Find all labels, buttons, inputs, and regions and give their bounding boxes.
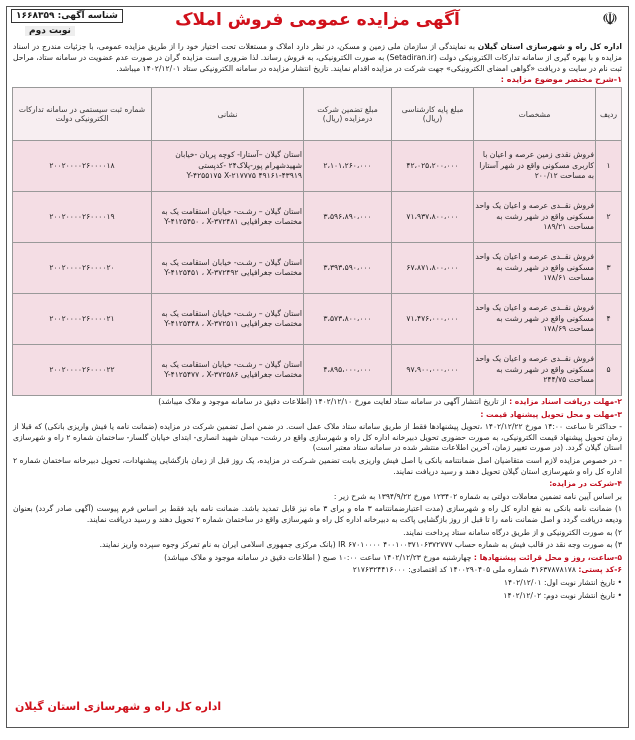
section5-text: چهارشنبه مورخ ۱۴۰۲/۱۲/۲۳ ساعت ۱۰:۰۰ صبح ( اطلاعات دقیق در سامانه موجود و ملاک میباشد) [164, 552, 474, 562]
table-row [13, 192, 622, 243]
section5-title: ۵-ساعت، روز و محل قرائت پیشنهادها : [473, 552, 622, 562]
intro-paragraph [7, 39, 628, 74]
cell-reg: ۲۰۰۲۰۰۰۰۲۶۰۰۰۰۱۸ [13, 141, 152, 192]
ad-id-value: ۱۶۶۸۳۵۹ [16, 11, 55, 21]
ad-id-label: شناسه آگهی: [57, 11, 118, 21]
publish-date-first: • تاریخ انتشار نوبت اول: ۱۴۰۲/۱۲/۰۱ [503, 577, 622, 587]
cell-spec: فروش نقــدی عرصه و اعیان یک واحد مسکونی واقع در شهر رشت به مساحت ۱۷۸/۶۱ [474, 243, 596, 294]
cell-address: استان گیلان –آستارا- کوچه پریان -خیابان شهیدشهرام پور-پلاک۲۴ -کدپستی ۴۳۹۱۹-۴۹۱۶۱ Y-۴۲۵۵۱۷۵ X-۲۱۷۷۷۵ [152, 141, 304, 192]
col-reg: شماره ثبت سیستمی در سامانه تدارکات الکترونیکی دولت [13, 88, 152, 141]
cell-base: ۹۷،۹۰۰،۰۰۰،۰۰۰ [392, 345, 474, 396]
section1-heading: ۱-شرح مختصر موضوع مزایده : [500, 75, 622, 84]
section6-title: ۶-کد پستی: [578, 565, 622, 575]
cell-base: ۷۱،۹۳۷،۸۰۰،۰۰۰ [392, 192, 474, 243]
table-row [13, 141, 622, 192]
section6 [7, 564, 628, 577]
cell-row-number: ۱ [596, 141, 622, 192]
table-row [13, 243, 622, 294]
cell-deposit: ۴،۸۹۵،۰۰۰،۰۰۰ [304, 345, 392, 396]
section4-heading [7, 478, 628, 491]
ad-id-box [11, 9, 123, 23]
section2-text: از تاریخ انتشار آگهی در سامانه ستاد لغایت مورخ ۱۴۰۲/۱۲/۱۰ (اطلاعات دقیق در سامانه موجود و ملاک میباشد) [158, 397, 510, 406]
cell-reg: ۲۰۰۲۰۰۰۰۲۶۰۰۰۰۲۲ [13, 345, 152, 396]
col-base: مبلغ پایه کارشناسی (ریال) [392, 88, 474, 141]
section2 [7, 396, 628, 409]
section3-text-b: - در خصوص مزایده لازم است متقاضیان اصل ضمانتنامه بانکی یا اصل فیش واریزی بابت تضمین شـرکت در مزایده، یک روز قبل از زمان بازگشایی پیشنهادات، تحویل دبیرخانه ساختمان شماره ۲ اداره کل راه و شهرسازی استان گیلان تحویل دهند و رسید دریافت نمایند. [13, 455, 622, 476]
section5 [7, 552, 628, 565]
table-row [13, 345, 622, 396]
cell-address: استان گیلان – رشـت- خیابان استقامت یک به مختصات جغرافیایی Y-۴۱۲۵۴۴۸ ، X-۳۷۲۵۱۱ [152, 294, 304, 345]
cell-deposit: ۳،۵۷۳،۸۰۰،۰۰۰ [304, 294, 392, 345]
section3-title: ۳-مهلت و محل تحویل پیشنهاد قیمت : [480, 409, 622, 419]
cell-deposit: ۳،۳۹۳،۵۹۰،۰۰۰ [304, 243, 392, 294]
section4-text-d: ۳) به صورت وجه نقد در قالب فیش به شماره حساب ۴۰۰۱۰۰۳۷۱۰۶۳۷۲۷۷۷ IR ۶۷۰۱۰۰۰۰ (بانک مرکزی جمهوری اسلامی ایران به نام تمرکز وجوه سپرده واریز نمایند. [99, 540, 622, 550]
table-row [13, 294, 622, 345]
ad-header [7, 7, 628, 39]
footer-signature: اداره کل راه و شهرسازی استان گیلان [15, 700, 222, 713]
cell-spec: فروش نقــدی عرصه و اعیان یک واحد مسکونی واقع در شهر رشت به مساحت ۱۸۹/۲۱ [474, 192, 596, 243]
cell-base: ۷۱،۴۷۶،۰۰۰،۰۰۰ [392, 294, 474, 345]
section4-text-c: ۲) به صورت الکترونیکی و از طریق درگاه سامانه ستاد پرداخت نمایند. [403, 527, 622, 537]
cell-deposit: ۲،۱۰۱،۲۶۰،۰۰۰ [304, 141, 392, 192]
section2-heading: ۲-مهلت دریافت اسناد مزایده : [509, 397, 622, 406]
col-row: ردیف [596, 88, 622, 141]
properties-table [12, 87, 622, 396]
section4-text-a: بر اساس آیین نامه تضمین معاملات دولتی به شماره ۱۲۳۴۰۲ مورخ ۱۳۹۴/۹/۲۲ به شرح زیر : [333, 491, 622, 501]
cell-deposit: ۳،۵۹۶،۸۹۰،۰۰۰ [304, 192, 392, 243]
section3-text-a: - حداکثر تا ساعت ۱۴:۰۰ مورخ ۱۴۰۲/۱۲/۲۲ ،تحویل پیشنهادها فقط از طریق سامانه ستاد ملاک عمل است. در ضمن اصل تضمین شرکت در مزایده (ضمانت نامه یا فیش واریزی بانکی) که قبلا از زمان تحویل پیشنهاد قیمت الکترونیکی، به صورت حضوری تحویل دبیرخانه اداره کل راه و شهرسازی واقع در رشت- میدان شهید انصاری- ابتدای خیابان گلسار- ساختمان شماره ۲ راه و شهرسازی استان گیلان گردد. (در صورت تغییر زمان، آخرین اطلاعات منتشر شده در سامانه ستاد معتبر است) [13, 422, 623, 453]
cell-spec: فروش نقــدی عرصه و اعیان یک واحد مسکونی واقع در شهر رشت به مساحت ۲۴۴/۷۵ [474, 345, 596, 396]
iran-emblem-icon: ☫ [601, 9, 619, 30]
cell-reg: ۲۰۰۲۰۰۰۰۲۶۰۰۰۰۲۱ [13, 294, 152, 345]
section3-heading [7, 409, 628, 422]
cell-base: ۴۲،۰۲۵،۲۰۰،۰۰۰ [392, 141, 474, 192]
table-header-row [13, 88, 622, 141]
section4-text-b: ۱) ضمانت نامه بانکی به نفع اداره کل راه و شهرسازی (مدت اعتبارضمانتنامه ۳ ماه و برای ۳ ماه نیز قابل تمدید باشد. ضمانت نامه باید فقط بر اساس فرم پیوست (آگهی صادر گردد) بعنوان ودیعه دریافت گردد و اصل ضمانت نامه را تا قبل از روز بازگشایی پاکت به دبیرخانه اداره کل راه و شهرسازی واقع در ساختمان شماره ۲ تحویل دهند و رسید دریافت نمایند. [13, 504, 623, 524]
cell-address: استان گیلان – رشـت- خیابان استقامت یک به مختصات جغرافیایی Y-۴۱۲۵۴۷۷ ، X-۳۷۲۵۸۶ [152, 345, 304, 396]
cell-row-number: ۳ [596, 243, 622, 294]
col-address: نشانی [152, 88, 304, 141]
cell-address: استان گیلان – رشـت- خیابان استقامت یک به مختصات جغرافیایی Y-۴۱۲۵۴۵۰ ، X-۳۷۲۴۸۱ [152, 192, 304, 243]
cell-row-number: ۲ [596, 192, 622, 243]
cell-row-number: ۵ [596, 345, 622, 396]
cell-spec: فروش نقــدی عرصه و اعیان یک واحد مسکونی واقع در شهر رشت به مساحت ۱۷۸/۶۹ [474, 294, 596, 345]
cell-row-number: ۴ [596, 294, 622, 345]
cell-base: ۶۷،۸۷۱،۸۰۰،۰۰۰ [392, 243, 474, 294]
ad-title: آگهی مزایده عمومی فروش املاک [175, 10, 460, 30]
intro-text: به نمایندگی از سازمان ملی زمین و مسکن، در نظر دارد املاک و مستغلات تحت اختیار خود را از طریق مزایده عمومی، با جزئیات مندرج در اسناد مزایده و با بهره گیری از سامانه تدارکات الکترونیکی دولت (Setadiran.ir) به صورت الکترونیکی، به فروش رساند. لذا ضروری است مزایده گران در صورت عدم عضویت در سامانه ستاد، مراحل ثبت نام در سایت و دریافت «گواهی امضای الکترونیکی» جهت شرکت در مزایده اقدام نمایند. تاریخ انتشار مزایده در سامانه الکترونیکی ستاد ۱۴۰۲/۱۲/۰۱ میباشد. [13, 42, 622, 73]
ad-page [6, 6, 629, 728]
col-spec: مشخصات [474, 88, 596, 141]
round-badge: نوبت دوم [25, 26, 75, 36]
cell-reg: ۲۰۰۲۰۰۰۰۲۶۰۰۰۰۲۰ [13, 243, 152, 294]
col-deposit: مبلغ تضمین شرکت درمزایده (ریال) [304, 88, 392, 141]
section4-title: ۴-شرکت در مزایده: [549, 479, 622, 489]
intro-org: اداره کل راه و شهرسازی استان گیلان [477, 42, 623, 51]
cell-reg: ۲۰۰۲۰۰۰۰۲۶۰۰۰۰۱۹ [13, 192, 152, 243]
publish-date-second: • تاریخ انتشار نوبت دوم: ۱۴۰۲/۱۲/۰۲ [503, 590, 622, 600]
section6-text: ۴۱۶۳۷۸۷۸۱۷۸ شماره ملی ۱۴۰۰۲۹۰۴۰۵ کد اقتصادی: ۲۱۷۶۳۲۴۴۱۶۰۰۰ [352, 565, 579, 575]
cell-spec: فروش نقدی زمین عرصه و اعیان با کاربری مسکونی واقع در شهر آستارا به مساحت ۲۰۰/۱۲ [474, 141, 596, 192]
cell-address: استان گیلان – رشـت- خیابان استقامت یک به مختصات جغرافیایی Y-۴۱۲۵۴۵۱ ، X-۳۷۲۴۹۲ [152, 243, 304, 294]
